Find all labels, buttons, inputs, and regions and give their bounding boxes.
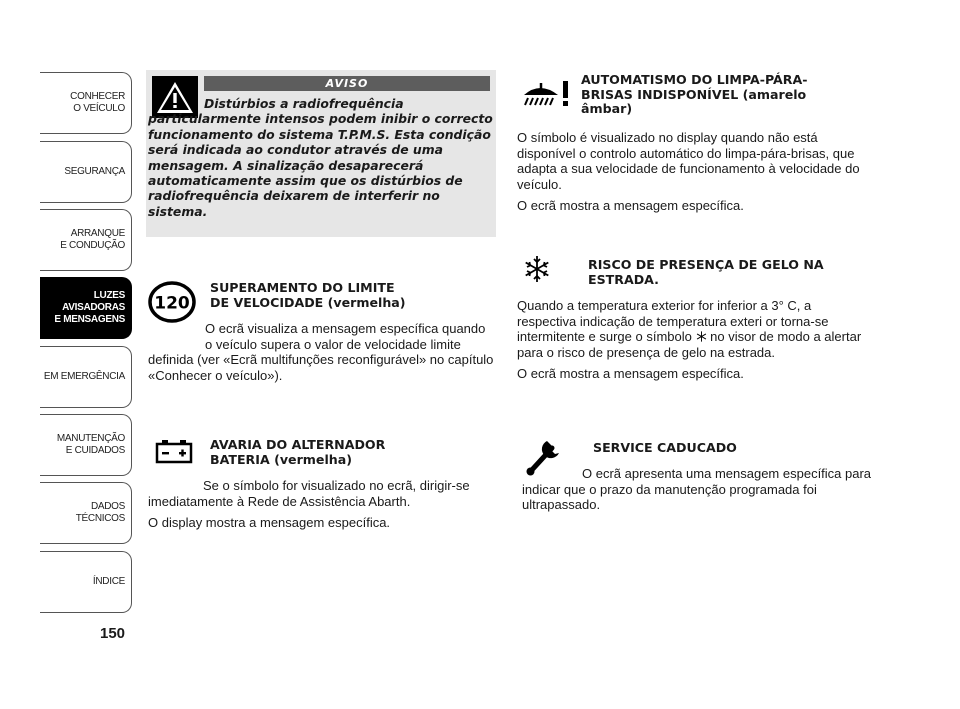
snowflake-icon [523,255,551,283]
battery-icon [155,440,193,464]
speed-text-lead: O ecrã visualiza a mensagem específica quando o veículo supera o valor de velocidade limite [205,321,486,352]
ice-text-1b: no visor de modo a alertar para o risco de presença de gelo na estrada. [517,329,862,360]
warning-label: AVISO [204,76,490,91]
sidebar-item-manutencao[interactable]: MANUTENÇÃO E CUIDADOS [40,414,132,476]
ice-text-2: O ecrã mostra a mensagem específica. [517,366,744,381]
speed-limit-icon [148,281,196,323]
wiper-unavailable-icon [520,79,572,109]
service-text: O ecrã apresenta uma mensagem específica para indicar que o prazo da manutenção programada foi ultrapassado. [522,466,872,512]
alternator-text-2: O display mostra a mensagem específica. [148,515,391,530]
sidebar-item-luzes[interactable]: LUZES AVISADORAS E MENSAGENS [40,277,132,339]
sidebar-item-seguranca[interactable]: SEGURANÇA [40,141,132,203]
speed-heading: SUPERAMENTO DO LIMITE DE VELOCIDADE (vermelha) [210,280,406,310]
page-number: 150 [100,625,126,642]
service-heading: SERVICE CADUCADO [593,440,737,455]
wiper-text-2: O ecrã mostra a mensagem específica. [517,198,744,213]
sidebar-item-arranque[interactable]: ARRANQUE E CONDUÇÃO [40,209,132,271]
warning-text: Distúrbios a radiofrequência particularmente intensos podem inibir o correcto funcionamento do sistema T.P.M.S. Esta condição será indicada ao condutor através de uma mensagem. A sinalização desaparecerá automaticamente assim que os distúrbios de radiofrequência deixarem de interferir no sistema. [148,96,493,219]
sidebar-item-dados[interactable]: DADOS TÉCNICOS [40,482,132,544]
alternator-text-1: Se o símbolo for visualizado no ecrã, dirigir-se imediatamente à Rede de Assistência Abarth. [148,478,470,509]
wiper-heading: AUTOMATISMO DO LIMPA-PÁRA- BRISAS INDISPONÍVEL (amarelo âmbar) [581,72,808,116]
alternator-heading: AVARIA DO ALTERNADOR BATERIA (vermelha) [210,437,386,467]
ice-heading: RISCO DE PRESENÇA DE GELO NA ESTRADA. [588,257,824,287]
sidebar-item-conhecer[interactable]: CONHECER O VEÍCULO [40,72,132,134]
speed-text-rest: definida (ver «Ecrã multifunções reconfigurável» no capítulo «Conhecer o veículo»). [148,352,494,383]
sidebar-item-emergencia[interactable]: EM EMERGÊNCIA [40,346,132,408]
snowflake-inline-icon [696,331,707,342]
wiper-text-1: O símbolo é visualizado no display quando não está disponível o controlo automático do limpa-pára-brisas, que adapta a sua velocidade de funcionamento à velocidade do veículo. [517,130,860,192]
speed-limit-number: 120 [154,293,190,314]
ice-text-1a: Quando a temperatura exterior for inferior a 3° C, a respectiva indicação de temperatura exteri or torna-se intermitente e surge o símbolo [517,298,829,344]
sidebar-item-indice[interactable]: ÍNDICE [40,551,132,613]
